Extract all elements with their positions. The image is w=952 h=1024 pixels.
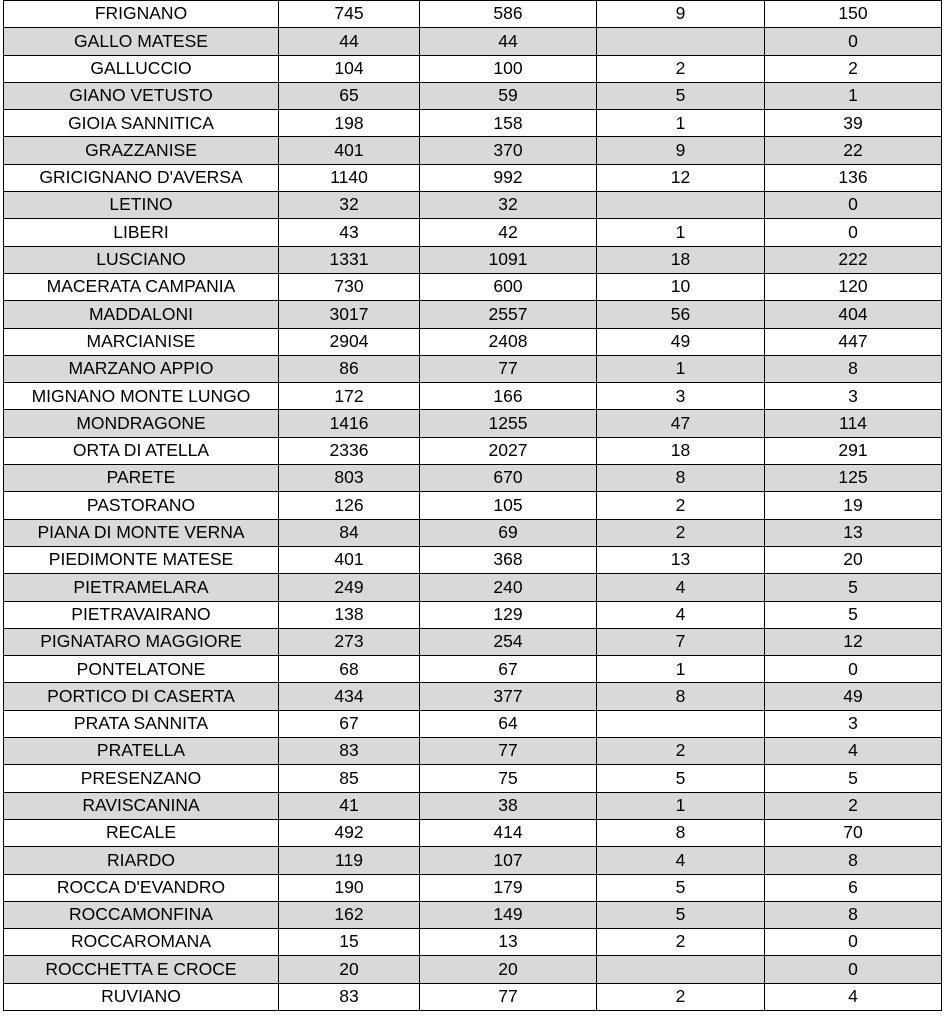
municipality-cell: ROCCHETTA E CROCE	[4, 956, 279, 983]
value-cell-3: 5	[597, 82, 765, 109]
value-cell-2: 67	[420, 656, 597, 683]
value-cell-4: 22	[765, 137, 942, 164]
municipality-cell: PRESENZANO	[4, 765, 279, 792]
municipality-cell: PIETRAMELARA	[4, 574, 279, 601]
value-cell-4: 3	[765, 710, 942, 737]
table-row	[4, 355, 942, 382]
value-cell-2: 44	[420, 28, 597, 55]
table-row	[4, 601, 942, 628]
value-cell-1: 138	[279, 601, 420, 628]
value-cell-4: 8	[765, 901, 942, 928]
value-cell-3: 13	[597, 546, 765, 573]
value-cell-3: 1	[597, 792, 765, 819]
value-cell-4: 150	[765, 1, 942, 28]
value-cell-1: 126	[279, 492, 420, 519]
table-row	[4, 519, 942, 546]
municipality-cell: ROCCA D'EVANDRO	[4, 874, 279, 901]
municipality-cell: PARETE	[4, 465, 279, 492]
value-cell-1: 86	[279, 355, 420, 382]
value-cell-4: 0	[765, 656, 942, 683]
municipality-cell: FRIGNANO	[4, 1, 279, 28]
municipality-cell: PORTICO DI CASERTA	[4, 683, 279, 710]
table-row	[4, 956, 942, 983]
value-cell-3: 2	[597, 983, 765, 1010]
municipality-cell: GIANO VETUSTO	[4, 82, 279, 109]
table-row	[4, 328, 942, 355]
table-row	[4, 874, 942, 901]
value-cell-2: 77	[420, 355, 597, 382]
table-row	[4, 192, 942, 219]
value-cell-2: 64	[420, 710, 597, 737]
value-cell-3: 18	[597, 437, 765, 464]
value-cell-3: 2	[597, 519, 765, 546]
municipality-data-table	[3, 0, 942, 1011]
value-cell-3: 9	[597, 1, 765, 28]
value-cell-4: 5	[765, 765, 942, 792]
value-cell-1: 85	[279, 765, 420, 792]
value-cell-1: 172	[279, 383, 420, 410]
value-cell-1: 20	[279, 956, 420, 983]
table-row	[4, 792, 942, 819]
value-cell-3: 1	[597, 219, 765, 246]
municipality-cell: ORTA DI ATELLA	[4, 437, 279, 464]
table-row	[4, 383, 942, 410]
value-cell-2: 2027	[420, 437, 597, 464]
value-cell-2: 100	[420, 55, 597, 82]
value-cell-3: 49	[597, 328, 765, 355]
municipality-cell: GIOIA SANNITICA	[4, 110, 279, 137]
municipality-cell: PASTORANO	[4, 492, 279, 519]
value-cell-2: 69	[420, 519, 597, 546]
value-cell-1: 1331	[279, 246, 420, 273]
value-cell-4: 8	[765, 847, 942, 874]
value-cell-2: 75	[420, 765, 597, 792]
value-cell-1: 273	[279, 628, 420, 655]
value-cell-4: 114	[765, 410, 942, 437]
table-row	[4, 82, 942, 109]
value-cell-4: 222	[765, 246, 942, 273]
value-cell-1: 83	[279, 983, 420, 1010]
municipality-cell: RAVISCANINA	[4, 792, 279, 819]
table-row	[4, 929, 942, 956]
table-row	[4, 765, 942, 792]
value-cell-2: 38	[420, 792, 597, 819]
value-cell-4: 447	[765, 328, 942, 355]
value-cell-4: 2	[765, 792, 942, 819]
value-cell-4: 4	[765, 983, 942, 1010]
value-cell-1: 43	[279, 219, 420, 246]
value-cell-2: 254	[420, 628, 597, 655]
value-cell-3: 4	[597, 601, 765, 628]
municipality-cell: MACERATA CAMPANIA	[4, 273, 279, 300]
municipality-cell: LETINO	[4, 192, 279, 219]
municipality-cell: PIANA DI MONTE VERNA	[4, 519, 279, 546]
value-cell-3: 8	[597, 683, 765, 710]
value-cell-2: 42	[420, 219, 597, 246]
table-body	[4, 1, 942, 1011]
table-row	[4, 901, 942, 928]
municipality-cell: RIARDO	[4, 847, 279, 874]
value-cell-4: 5	[765, 601, 942, 628]
value-cell-1: 401	[279, 546, 420, 573]
table-row	[4, 465, 942, 492]
value-cell-3: 12	[597, 164, 765, 191]
value-cell-3: 4	[597, 847, 765, 874]
table-row	[4, 55, 942, 82]
value-cell-3: 2	[597, 492, 765, 519]
table-row	[4, 28, 942, 55]
value-cell-2: 149	[420, 901, 597, 928]
value-cell-2: 1255	[420, 410, 597, 437]
value-cell-2: 13	[420, 929, 597, 956]
municipality-cell: MARCIANISE	[4, 328, 279, 355]
table-row	[4, 437, 942, 464]
table-row	[4, 656, 942, 683]
value-cell-2: 586	[420, 1, 597, 28]
municipality-cell: ROCCAMONFINA	[4, 901, 279, 928]
municipality-cell: PIGNATARO MAGGIORE	[4, 628, 279, 655]
municipality-cell: MONDRAGONE	[4, 410, 279, 437]
value-cell-2: 107	[420, 847, 597, 874]
value-cell-4: 8	[765, 355, 942, 382]
table-row	[4, 847, 942, 874]
value-cell-1: 745	[279, 1, 420, 28]
value-cell-1: 434	[279, 683, 420, 710]
value-cell-4: 120	[765, 273, 942, 300]
value-cell-1: 401	[279, 137, 420, 164]
value-cell-2: 414	[420, 819, 597, 846]
value-cell-2: 32	[420, 192, 597, 219]
value-cell-3: 1	[597, 110, 765, 137]
value-cell-3: 2	[597, 929, 765, 956]
value-cell-2: 1091	[420, 246, 597, 273]
value-cell-1: 44	[279, 28, 420, 55]
municipality-cell: GALLO MATESE	[4, 28, 279, 55]
value-cell-1: 1416	[279, 410, 420, 437]
value-cell-2: 600	[420, 273, 597, 300]
value-cell-2: 20	[420, 956, 597, 983]
value-cell-2: 368	[420, 546, 597, 573]
value-cell-4: 404	[765, 301, 942, 328]
value-cell-1: 119	[279, 847, 420, 874]
municipality-cell: PRATELLA	[4, 738, 279, 765]
value-cell-1: 41	[279, 792, 420, 819]
value-cell-3: 10	[597, 273, 765, 300]
value-cell-3: 1	[597, 355, 765, 382]
table-row	[4, 137, 942, 164]
value-cell-3: 5	[597, 765, 765, 792]
value-cell-3: 2	[597, 55, 765, 82]
value-cell-4: 2	[765, 55, 942, 82]
value-cell-3	[597, 192, 765, 219]
table-row	[4, 1, 942, 28]
municipality-cell: PIEDIMONTE MATESE	[4, 546, 279, 573]
value-cell-2: 77	[420, 738, 597, 765]
value-cell-4: 6	[765, 874, 942, 901]
municipality-cell: RUVIANO	[4, 983, 279, 1010]
value-cell-4: 13	[765, 519, 942, 546]
value-cell-1: 65	[279, 82, 420, 109]
value-cell-4: 20	[765, 546, 942, 573]
value-cell-2: 77	[420, 983, 597, 1010]
value-cell-4: 4	[765, 738, 942, 765]
value-cell-2: 992	[420, 164, 597, 191]
value-cell-2: 240	[420, 574, 597, 601]
value-cell-3	[597, 710, 765, 737]
value-cell-1: 3017	[279, 301, 420, 328]
table-row	[4, 546, 942, 573]
value-cell-4: 291	[765, 437, 942, 464]
value-cell-4: 125	[765, 465, 942, 492]
value-cell-3	[597, 28, 765, 55]
value-cell-1: 2336	[279, 437, 420, 464]
value-cell-2: 2557	[420, 301, 597, 328]
value-cell-2: 670	[420, 465, 597, 492]
value-cell-3: 5	[597, 874, 765, 901]
value-cell-4: 0	[765, 28, 942, 55]
table-row	[4, 164, 942, 191]
value-cell-3: 18	[597, 246, 765, 273]
value-cell-1: 68	[279, 656, 420, 683]
value-cell-3: 1	[597, 656, 765, 683]
value-cell-3: 8	[597, 465, 765, 492]
value-cell-1: 198	[279, 110, 420, 137]
table-row	[4, 710, 942, 737]
value-cell-4: 19	[765, 492, 942, 519]
value-cell-4: 1	[765, 82, 942, 109]
value-cell-3: 4	[597, 574, 765, 601]
municipality-cell: LIBERI	[4, 219, 279, 246]
value-cell-4: 39	[765, 110, 942, 137]
municipality-cell: GRAZZANISE	[4, 137, 279, 164]
value-cell-4: 0	[765, 219, 942, 246]
value-cell-4: 0	[765, 192, 942, 219]
value-cell-3: 9	[597, 137, 765, 164]
value-cell-1: 730	[279, 273, 420, 300]
value-cell-4: 5	[765, 574, 942, 601]
value-cell-1: 2904	[279, 328, 420, 355]
value-cell-4: 70	[765, 819, 942, 846]
table-row	[4, 492, 942, 519]
municipality-cell: MADDALONI	[4, 301, 279, 328]
value-cell-4: 49	[765, 683, 942, 710]
table-row	[4, 246, 942, 273]
municipality-cell: PIETRAVAIRANO	[4, 601, 279, 628]
value-cell-3	[597, 956, 765, 983]
value-cell-1: 83	[279, 738, 420, 765]
value-cell-3: 5	[597, 901, 765, 928]
table-row	[4, 628, 942, 655]
value-cell-4: 136	[765, 164, 942, 191]
municipality-cell: MARZANO APPIO	[4, 355, 279, 382]
municipality-cell: PRATA SANNITA	[4, 710, 279, 737]
value-cell-1: 15	[279, 929, 420, 956]
table-row	[4, 983, 942, 1010]
table-row	[4, 301, 942, 328]
value-cell-1: 249	[279, 574, 420, 601]
value-cell-4: 12	[765, 628, 942, 655]
value-cell-1: 84	[279, 519, 420, 546]
table-row	[4, 273, 942, 300]
value-cell-4: 3	[765, 383, 942, 410]
municipality-cell: GALLUCCIO	[4, 55, 279, 82]
value-cell-2: 2408	[420, 328, 597, 355]
table-row	[4, 574, 942, 601]
value-cell-2: 158	[420, 110, 597, 137]
table-row	[4, 683, 942, 710]
value-cell-1: 190	[279, 874, 420, 901]
value-cell-2: 129	[420, 601, 597, 628]
municipality-cell: MIGNANO MONTE LUNGO	[4, 383, 279, 410]
table-row	[4, 110, 942, 137]
value-cell-3: 2	[597, 738, 765, 765]
municipality-cell: RECALE	[4, 819, 279, 846]
municipality-cell: LUSCIANO	[4, 246, 279, 273]
municipality-cell: GRICIGNANO D'AVERSA	[4, 164, 279, 191]
value-cell-1: 492	[279, 819, 420, 846]
value-cell-1: 162	[279, 901, 420, 928]
value-cell-4: 0	[765, 956, 942, 983]
value-cell-1: 1140	[279, 164, 420, 191]
value-cell-2: 370	[420, 137, 597, 164]
value-cell-2: 166	[420, 383, 597, 410]
value-cell-3: 3	[597, 383, 765, 410]
value-cell-1: 104	[279, 55, 420, 82]
table-row	[4, 819, 942, 846]
value-cell-1: 32	[279, 192, 420, 219]
value-cell-3: 56	[597, 301, 765, 328]
value-cell-4: 0	[765, 929, 942, 956]
value-cell-3: 7	[597, 628, 765, 655]
municipality-cell: ROCCAROMANA	[4, 929, 279, 956]
table-row	[4, 738, 942, 765]
table-row	[4, 410, 942, 437]
value-cell-2: 377	[420, 683, 597, 710]
value-cell-1: 803	[279, 465, 420, 492]
value-cell-2: 105	[420, 492, 597, 519]
value-cell-2: 59	[420, 82, 597, 109]
value-cell-3: 47	[597, 410, 765, 437]
table-row	[4, 219, 942, 246]
value-cell-3: 8	[597, 819, 765, 846]
value-cell-1: 67	[279, 710, 420, 737]
value-cell-2: 179	[420, 874, 597, 901]
municipality-cell: PONTELATONE	[4, 656, 279, 683]
